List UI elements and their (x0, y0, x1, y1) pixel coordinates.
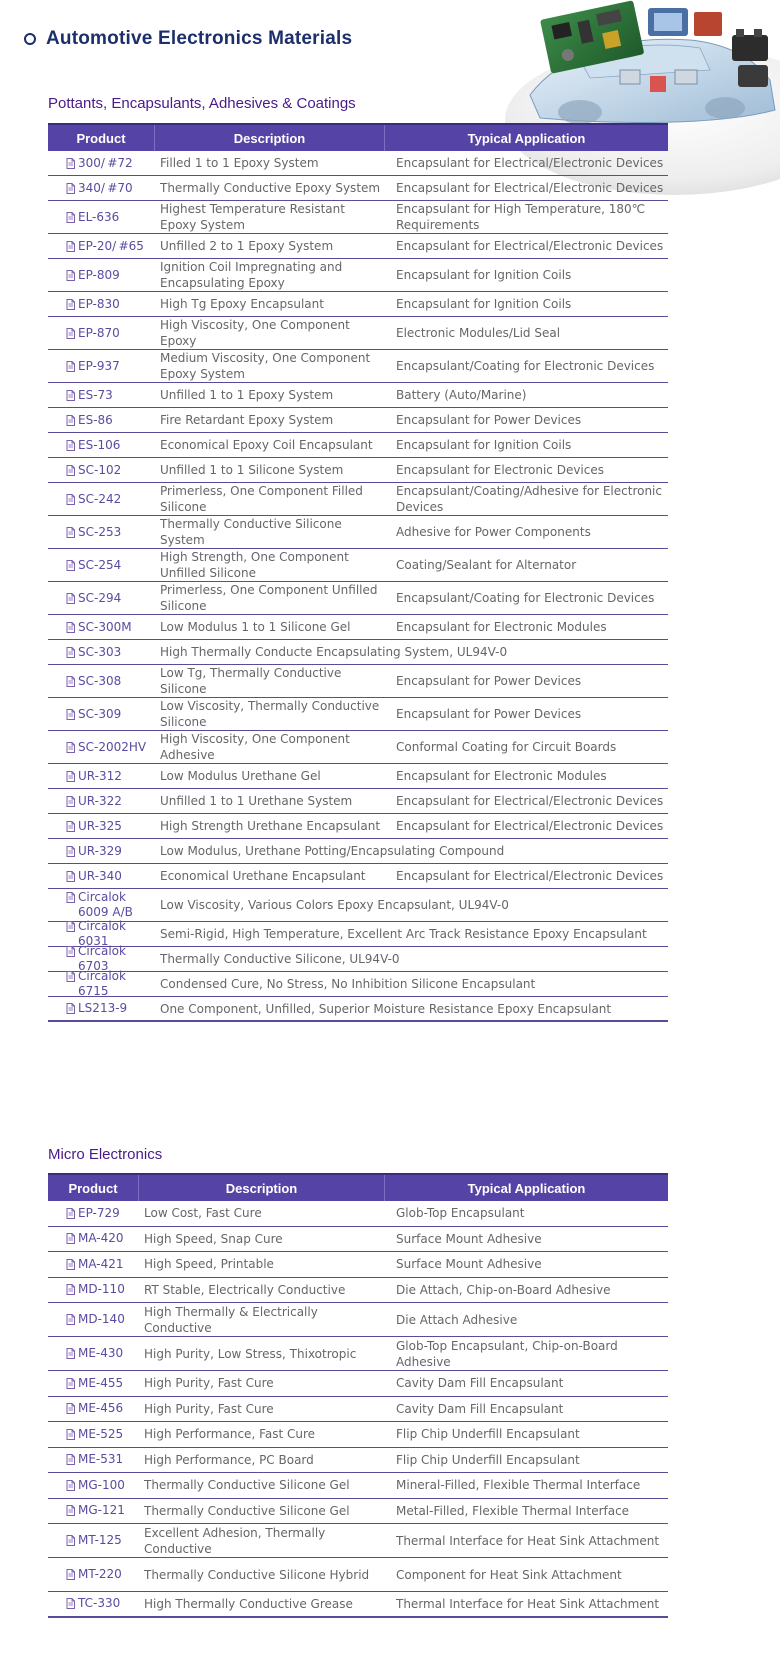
document-icon (66, 1378, 75, 1389)
product-cell[interactable] (48, 1452, 138, 1467)
description-cell: High Thermally Conducte Encapsulating System, UL94V-0 (160, 645, 508, 659)
document-icon (66, 158, 75, 169)
application-cell: Encapsulant for Electronic Modules (396, 620, 607, 634)
description-cell: High Tg Epoxy Encapsulant (160, 297, 324, 311)
document-icon (66, 821, 75, 832)
product-link[interactable]: MD-110 (78, 1282, 125, 1297)
application-cell: Encapsulant for Electrical/Electronic Devices (396, 181, 664, 195)
product-table (48, 1173, 668, 1618)
product-cell[interactable] (48, 1503, 138, 1518)
table-row (48, 1592, 668, 1618)
product-link[interactable]: UR-340 (78, 868, 122, 883)
product-link[interactable]: ME-456 (78, 1401, 124, 1416)
table-row (48, 176, 668, 201)
product-link[interactable]: SC-254 (78, 557, 122, 572)
application-cell: Cavity Dam Fill Encapsulant (396, 1376, 564, 1391)
table-row (48, 433, 668, 458)
table-row (48, 234, 668, 259)
product-link[interactable]: ME-430 (78, 1346, 124, 1360)
document-icon (66, 971, 75, 982)
description-cell: Economical Urethane Encapsulant (160, 869, 366, 883)
column-header: Description (138, 1175, 384, 1201)
document-icon (66, 676, 75, 687)
product-link[interactable]: Circalok 6009 A/B (78, 890, 133, 919)
product-cell[interactable] (48, 740, 154, 755)
product-link[interactable]: MG-100 (78, 1477, 125, 1492)
product-link[interactable]: SC-303 (78, 644, 122, 659)
application-cell: Surface Mount Adhesive (396, 1231, 542, 1246)
product-link[interactable]: UR-312 (78, 768, 122, 783)
application-cell: Glob-Top Encapsulant, Chip-on-Board Adhesive (396, 1338, 618, 1369)
product-link[interactable]: Circalok 6031 (78, 919, 126, 948)
product-link[interactable]: EL-636 (78, 209, 120, 224)
table-row (48, 814, 668, 839)
table-header (48, 123, 668, 151)
document-icon (66, 1454, 75, 1465)
product-cell[interactable] (48, 1231, 138, 1246)
document-icon (66, 1535, 75, 1546)
application-cell: Encapsulant for Power Devices (396, 707, 582, 721)
document-icon (66, 593, 75, 604)
description-cell: Low Modulus Urethane Gel (160, 769, 321, 783)
description-cell: High Strength, One Component Unfilled Silicone (160, 550, 349, 580)
table-row (48, 350, 668, 383)
product-link[interactable]: EP-729 (78, 1205, 120, 1220)
table-row (48, 1371, 668, 1397)
description-cell: Medium Viscosity, One Component Epoxy System (160, 351, 371, 381)
product-link[interactable]: EP-809 (78, 267, 120, 282)
application-cell: Conformal Coating for Circuit Boards (396, 740, 617, 754)
description-cell: Semi-Rigid, High Temperature, Excellent Arc Track Resistance Epoxy Encapsulant (160, 927, 647, 941)
description-cell: High Purity, Low Stress, Thixotropic (144, 1346, 357, 1361)
product-cell[interactable] (48, 1312, 138, 1327)
product-link[interactable]: UR-322 (78, 793, 122, 808)
document-icon (66, 183, 75, 194)
product-link[interactable]: UR-325 (78, 818, 122, 833)
product-link[interactable]: LS213-9 (78, 1001, 128, 1015)
document-icon (66, 390, 75, 401)
product-cell[interactable] (48, 525, 154, 540)
product-cell[interactable] (48, 297, 154, 312)
product-link[interactable]: Circalok 6703 (78, 944, 126, 973)
product-cell[interactable] (48, 181, 154, 196)
product-link[interactable]: EP-20/ #65 (78, 238, 144, 253)
product-link[interactable]: 300/ #72 (78, 155, 133, 170)
product-link[interactable]: TC-330 (78, 1596, 121, 1611)
application-cell: Encapsulant for Power Devices (396, 674, 582, 688)
table-row (48, 1201, 668, 1227)
table-row (48, 582, 668, 615)
document-icon (66, 1208, 75, 1219)
description-cell: Condensed Cure, No Stress, No Inhibition Silicone Encapsulant (160, 977, 536, 991)
table-row (48, 151, 668, 176)
description-cell: Primerless, One Component Unfilled Silicone (160, 583, 378, 613)
product-link[interactable]: EP-870 (78, 325, 120, 340)
product-link[interactable]: 340/ #70 (78, 180, 133, 195)
document-icon (66, 921, 75, 932)
description-cell: Primerless, One Component Filled Silicone (160, 484, 363, 514)
document-icon (66, 871, 75, 882)
description-cell: Low Tg, Thermally Conductive Silicone (160, 666, 342, 696)
product-cell[interactable] (48, 326, 154, 341)
table-row (48, 1422, 668, 1448)
column-header: Product (76, 130, 126, 146)
application-cell: Encapsulant for Electrical/Electronic Devices (396, 239, 664, 253)
description-cell: High Performance, Fast Cure (144, 1427, 316, 1442)
table-row (48, 615, 668, 640)
table-row (48, 458, 668, 483)
table-row (48, 1227, 668, 1253)
table-row (48, 1499, 668, 1525)
description-cell: Highest Temperature Resistant Epoxy System (160, 202, 345, 232)
product-link[interactable]: SC-102 (78, 462, 122, 477)
product-cell[interactable] (48, 1567, 138, 1582)
description-cell: Low Cost, Fast Cure (144, 1206, 262, 1221)
application-cell: Encapsulant/Coating/Adhesive for Electronic Devices (396, 484, 662, 514)
product-cell[interactable] (48, 359, 154, 374)
application-cell: Component for Heat Sink Attachment (396, 1567, 622, 1582)
document-icon (66, 241, 75, 252)
product-link[interactable]: SC-294 (78, 590, 122, 605)
application-cell: Encapsulant for Electrical/Electronic Devices (396, 794, 664, 808)
product-cell[interactable] (48, 1401, 138, 1416)
table-row (48, 969, 668, 998)
product-link[interactable]: EP-937 (78, 358, 120, 373)
table-row (48, 889, 668, 922)
product-cell[interactable] (48, 1596, 138, 1611)
document-icon (66, 1429, 75, 1440)
application-cell: Encapsulant for Electrical/Electronic Devices (396, 819, 664, 833)
description-cell: Low Viscosity, Various Colors Epoxy Encapsulant, UL94V-0 (160, 898, 509, 912)
table-row (48, 408, 668, 433)
application-cell: Cavity Dam Fill Encapsulant (396, 1401, 564, 1416)
document-icon (66, 647, 75, 658)
application-cell: Electronic Modules/Lid Seal (396, 326, 561, 340)
application-cell: Encapsulant for Ignition Coils (396, 268, 572, 282)
description-cell: Thermally Conductive Silicone Gel (144, 1478, 350, 1493)
table-row (48, 317, 668, 350)
description-cell: Excellent Adhesion, Thermally Conductive (144, 1525, 326, 1556)
document-icon (66, 796, 75, 807)
table-row (48, 1397, 668, 1423)
product-link[interactable]: SC-300M (78, 619, 132, 634)
application-cell: Encapsulant for Electrical/Electronic Devices (396, 156, 664, 170)
product-cell[interactable] (48, 492, 154, 507)
description-cell: Thermally Conductive Silicone, UL94V-0 (160, 952, 400, 966)
description-cell: High Viscosity, One Component Adhesive (160, 732, 350, 762)
application-cell: Flip Chip Underfill Encapsulant (396, 1427, 580, 1442)
description-cell: High Purity, Fast Cure (144, 1401, 274, 1416)
column-header: Typical Application (384, 125, 668, 151)
description-cell: High Speed, Printable (144, 1257, 274, 1272)
description-cell: Economical Epoxy Coil Encapsulant (160, 438, 373, 452)
product-cell[interactable] (48, 1257, 138, 1272)
table-header (48, 1173, 668, 1201)
column-header: Product (68, 1180, 118, 1196)
table-row (48, 1524, 668, 1558)
application-cell: Encapsulant for Electronic Modules (396, 769, 607, 783)
product-cell[interactable] (48, 239, 154, 254)
application-cell: Encapsulant for Electrical/Electronic Devices (396, 869, 664, 883)
column-header: Description (154, 125, 384, 151)
product-cell[interactable] (48, 707, 154, 722)
product-link[interactable]: MD-140 (78, 1312, 125, 1326)
table-row (48, 839, 668, 864)
document-icon (66, 771, 75, 782)
product-link[interactable]: ME-525 (78, 1426, 124, 1441)
table-row (48, 516, 668, 549)
document-icon (66, 361, 75, 372)
product-cell[interactable] (48, 1376, 138, 1391)
document-icon (66, 527, 75, 538)
document-icon (66, 1003, 75, 1014)
product-link[interactable]: MG-121 (78, 1503, 125, 1518)
table-row (48, 1252, 668, 1278)
description-cell: Low Modulus 1 to 1 Silicone Gel (160, 620, 351, 634)
table-row (48, 640, 668, 665)
description-cell: One Component, Unfilled, Superior Moisture Resistance Epoxy Encapsulant (160, 1001, 612, 1016)
document-icon (66, 270, 75, 281)
application-cell: Flip Chip Underfill Encapsulant (396, 1452, 580, 1467)
product-table (48, 123, 668, 1022)
product-cell[interactable] (48, 1427, 138, 1442)
table-row (48, 1558, 668, 1592)
document-icon (66, 212, 75, 223)
description-cell: High Strength Urethane Encapsulant (160, 819, 381, 833)
table-row (48, 483, 668, 516)
table-row (48, 1303, 668, 1337)
application-cell: Surface Mount Adhesive (396, 1257, 542, 1272)
document-icon (66, 1348, 75, 1359)
product-cell[interactable] (48, 890, 154, 920)
document-icon (66, 1598, 75, 1609)
product-cell[interactable] (48, 558, 154, 573)
product-cell[interactable] (48, 969, 154, 999)
description-cell: Thermally Conductive Silicone Gel (144, 1503, 350, 1518)
product-cell[interactable] (48, 1282, 138, 1297)
application-cell: Thermal Interface for Heat Sink Attachment (396, 1596, 660, 1611)
document-icon (66, 560, 75, 571)
product-cell[interactable] (48, 620, 154, 635)
product-cell[interactable] (48, 438, 154, 453)
description-cell: RT Stable, Electrically Conductive (144, 1282, 346, 1297)
product-cell[interactable] (48, 1206, 138, 1221)
product-cell[interactable] (48, 819, 154, 834)
table-row (48, 1337, 668, 1371)
bullet-icon (24, 33, 36, 45)
product-cell[interactable] (48, 268, 154, 283)
document-icon (66, 440, 75, 451)
table-row (48, 789, 668, 814)
document-icon (66, 415, 75, 426)
page-title: Automotive Electronics Materials (46, 28, 353, 49)
document-icon (66, 465, 75, 476)
document-icon (66, 892, 75, 903)
application-cell: Encapsulant for Power Devices (396, 413, 582, 427)
section-title: Pottants, Encapsulants, Adhesives & Coatings (48, 95, 356, 112)
description-cell: High Speed, Snap Cure (144, 1231, 283, 1246)
product-link[interactable]: ES-73 (78, 387, 113, 402)
section-title: Micro Electronics (48, 1146, 163, 1163)
table-row (48, 292, 668, 317)
document-icon (66, 709, 75, 720)
application-cell: Glob-Top Encapsulant (396, 1206, 525, 1221)
application-cell: Metal-Filled, Flexible Thermal Interface (396, 1503, 630, 1518)
application-cell: Encapsulant/Coating for Electronic Devices (396, 359, 655, 373)
product-cell[interactable] (48, 591, 154, 606)
document-icon (66, 1505, 75, 1516)
product-cell[interactable] (48, 156, 154, 171)
application-cell: Die Attach, Chip-on-Board Adhesive (396, 1282, 611, 1297)
table-row (48, 698, 668, 731)
product-link[interactable]: SC-309 (78, 706, 122, 721)
product-link[interactable]: SC-253 (78, 524, 122, 539)
product-cell[interactable] (48, 769, 154, 784)
application-cell: Adhesive for Power Components (396, 525, 591, 539)
product-link[interactable]: MT-125 (78, 1533, 122, 1547)
description-cell: Low Viscosity, Thermally Conductive Silicone (160, 699, 380, 729)
document-icon (66, 494, 75, 505)
product-cell[interactable] (48, 844, 154, 859)
table-row (48, 864, 668, 889)
application-cell: Encapsulant for High Temperature, 180℃ Requirements (396, 202, 646, 232)
table-row (48, 259, 668, 292)
table-row (48, 383, 668, 408)
table-row (48, 997, 668, 1022)
product-cell[interactable] (48, 388, 154, 403)
table-row (48, 1448, 668, 1474)
table-row (48, 764, 668, 789)
document-icon (66, 846, 75, 857)
column-header: Typical Application (384, 1175, 668, 1201)
document-icon (66, 1569, 75, 1580)
document-icon (66, 946, 75, 957)
application-cell: Thermal Interface for Heat Sink Attachment (396, 1533, 660, 1548)
application-cell: Encapsulant for Electronic Devices (396, 463, 604, 477)
product-link[interactable]: MA-421 (78, 1256, 124, 1271)
description-cell: Thermally Conductive Epoxy System (160, 181, 381, 195)
document-icon (66, 1480, 75, 1491)
product-link[interactable]: Circalok 6715 (78, 969, 126, 998)
description-cell: High Purity, Fast Cure (144, 1376, 274, 1391)
description-cell: High Viscosity, One Component Epoxy (160, 318, 350, 348)
table-row (48, 201, 668, 234)
product-link[interactable]: UR-329 (78, 843, 122, 858)
document-icon (66, 622, 75, 633)
description-cell: Ignition Coil Impregnating and Encapsulating Epoxy (160, 260, 343, 290)
product-link[interactable]: ME-455 (78, 1375, 124, 1390)
description-cell: Unfilled 1 to 1 Silicone System (160, 463, 344, 477)
description-cell: Thermally Conductive Silicone Hybrid (144, 1567, 370, 1582)
product-cell[interactable] (48, 869, 154, 884)
document-icon (66, 742, 75, 753)
product-cell[interactable] (48, 463, 154, 478)
product-link[interactable]: ME-531 (78, 1452, 124, 1467)
product-cell[interactable] (48, 1346, 138, 1361)
document-icon (66, 1233, 75, 1244)
description-cell: Unfilled 1 to 1 Urethane System (160, 794, 353, 808)
product-cell[interactable] (48, 794, 154, 809)
table-row (48, 549, 668, 582)
description-cell: Low Modulus, Urethane Potting/Encapsulating Compound (160, 844, 505, 858)
product-cell[interactable] (48, 1533, 138, 1548)
table-row (48, 1473, 668, 1499)
product-link[interactable]: MA-420 (78, 1231, 124, 1246)
table-row (48, 731, 668, 764)
product-link[interactable]: ES-106 (78, 437, 121, 452)
product-cell[interactable] (48, 674, 154, 689)
document-icon (66, 328, 75, 339)
page-title-group (24, 28, 352, 50)
document-icon (66, 1314, 75, 1325)
application-cell: Mineral-Filled, Flexible Thermal Interface (396, 1478, 641, 1493)
product-link[interactable]: SC-2002HV (78, 739, 147, 754)
product-cell[interactable] (48, 1478, 138, 1493)
document-icon (66, 1284, 75, 1295)
application-cell: Die Attach Adhesive (396, 1312, 518, 1327)
description-cell: Unfilled 1 to 1 Epoxy System (160, 388, 334, 402)
product-cell[interactable] (48, 645, 154, 660)
description-cell: Fire Retardant Epoxy System (160, 413, 334, 427)
product-cell[interactable] (48, 1001, 154, 1016)
product-cell[interactable] (48, 413, 154, 428)
product-link[interactable]: EP-830 (78, 296, 120, 311)
application-cell: Encapsulant/Coating for Electronic Devices (396, 591, 655, 605)
document-icon (66, 299, 75, 310)
product-link[interactable]: MT-220 (78, 1567, 122, 1581)
document-icon (66, 1259, 75, 1270)
product-link[interactable]: SC-308 (78, 673, 122, 688)
description-cell: Filled 1 to 1 Epoxy System (160, 156, 319, 170)
description-cell: Unfilled 2 to 1 Epoxy System (160, 239, 334, 253)
product-link[interactable]: ES-86 (78, 412, 113, 427)
description-cell: High Thermally & Electrically Conductive (144, 1304, 318, 1335)
table-row (48, 1278, 668, 1304)
application-cell: Encapsulant for Ignition Coils (396, 297, 572, 311)
application-cell: Battery (Auto/Marine) (396, 388, 527, 402)
table-row (48, 665, 668, 698)
document-icon (66, 1403, 75, 1414)
application-cell: Encapsulant for Ignition Coils (396, 438, 572, 452)
description-cell: Thermally Conductive Silicone System (160, 517, 342, 547)
product-link[interactable]: SC-242 (78, 491, 122, 506)
description-cell: High Thermally Conductive Grease (144, 1596, 353, 1611)
product-cell[interactable] (48, 210, 154, 225)
description-cell: High Performance, PC Board (144, 1452, 314, 1467)
application-cell: Coating/Sealant for Alternator (396, 558, 577, 572)
